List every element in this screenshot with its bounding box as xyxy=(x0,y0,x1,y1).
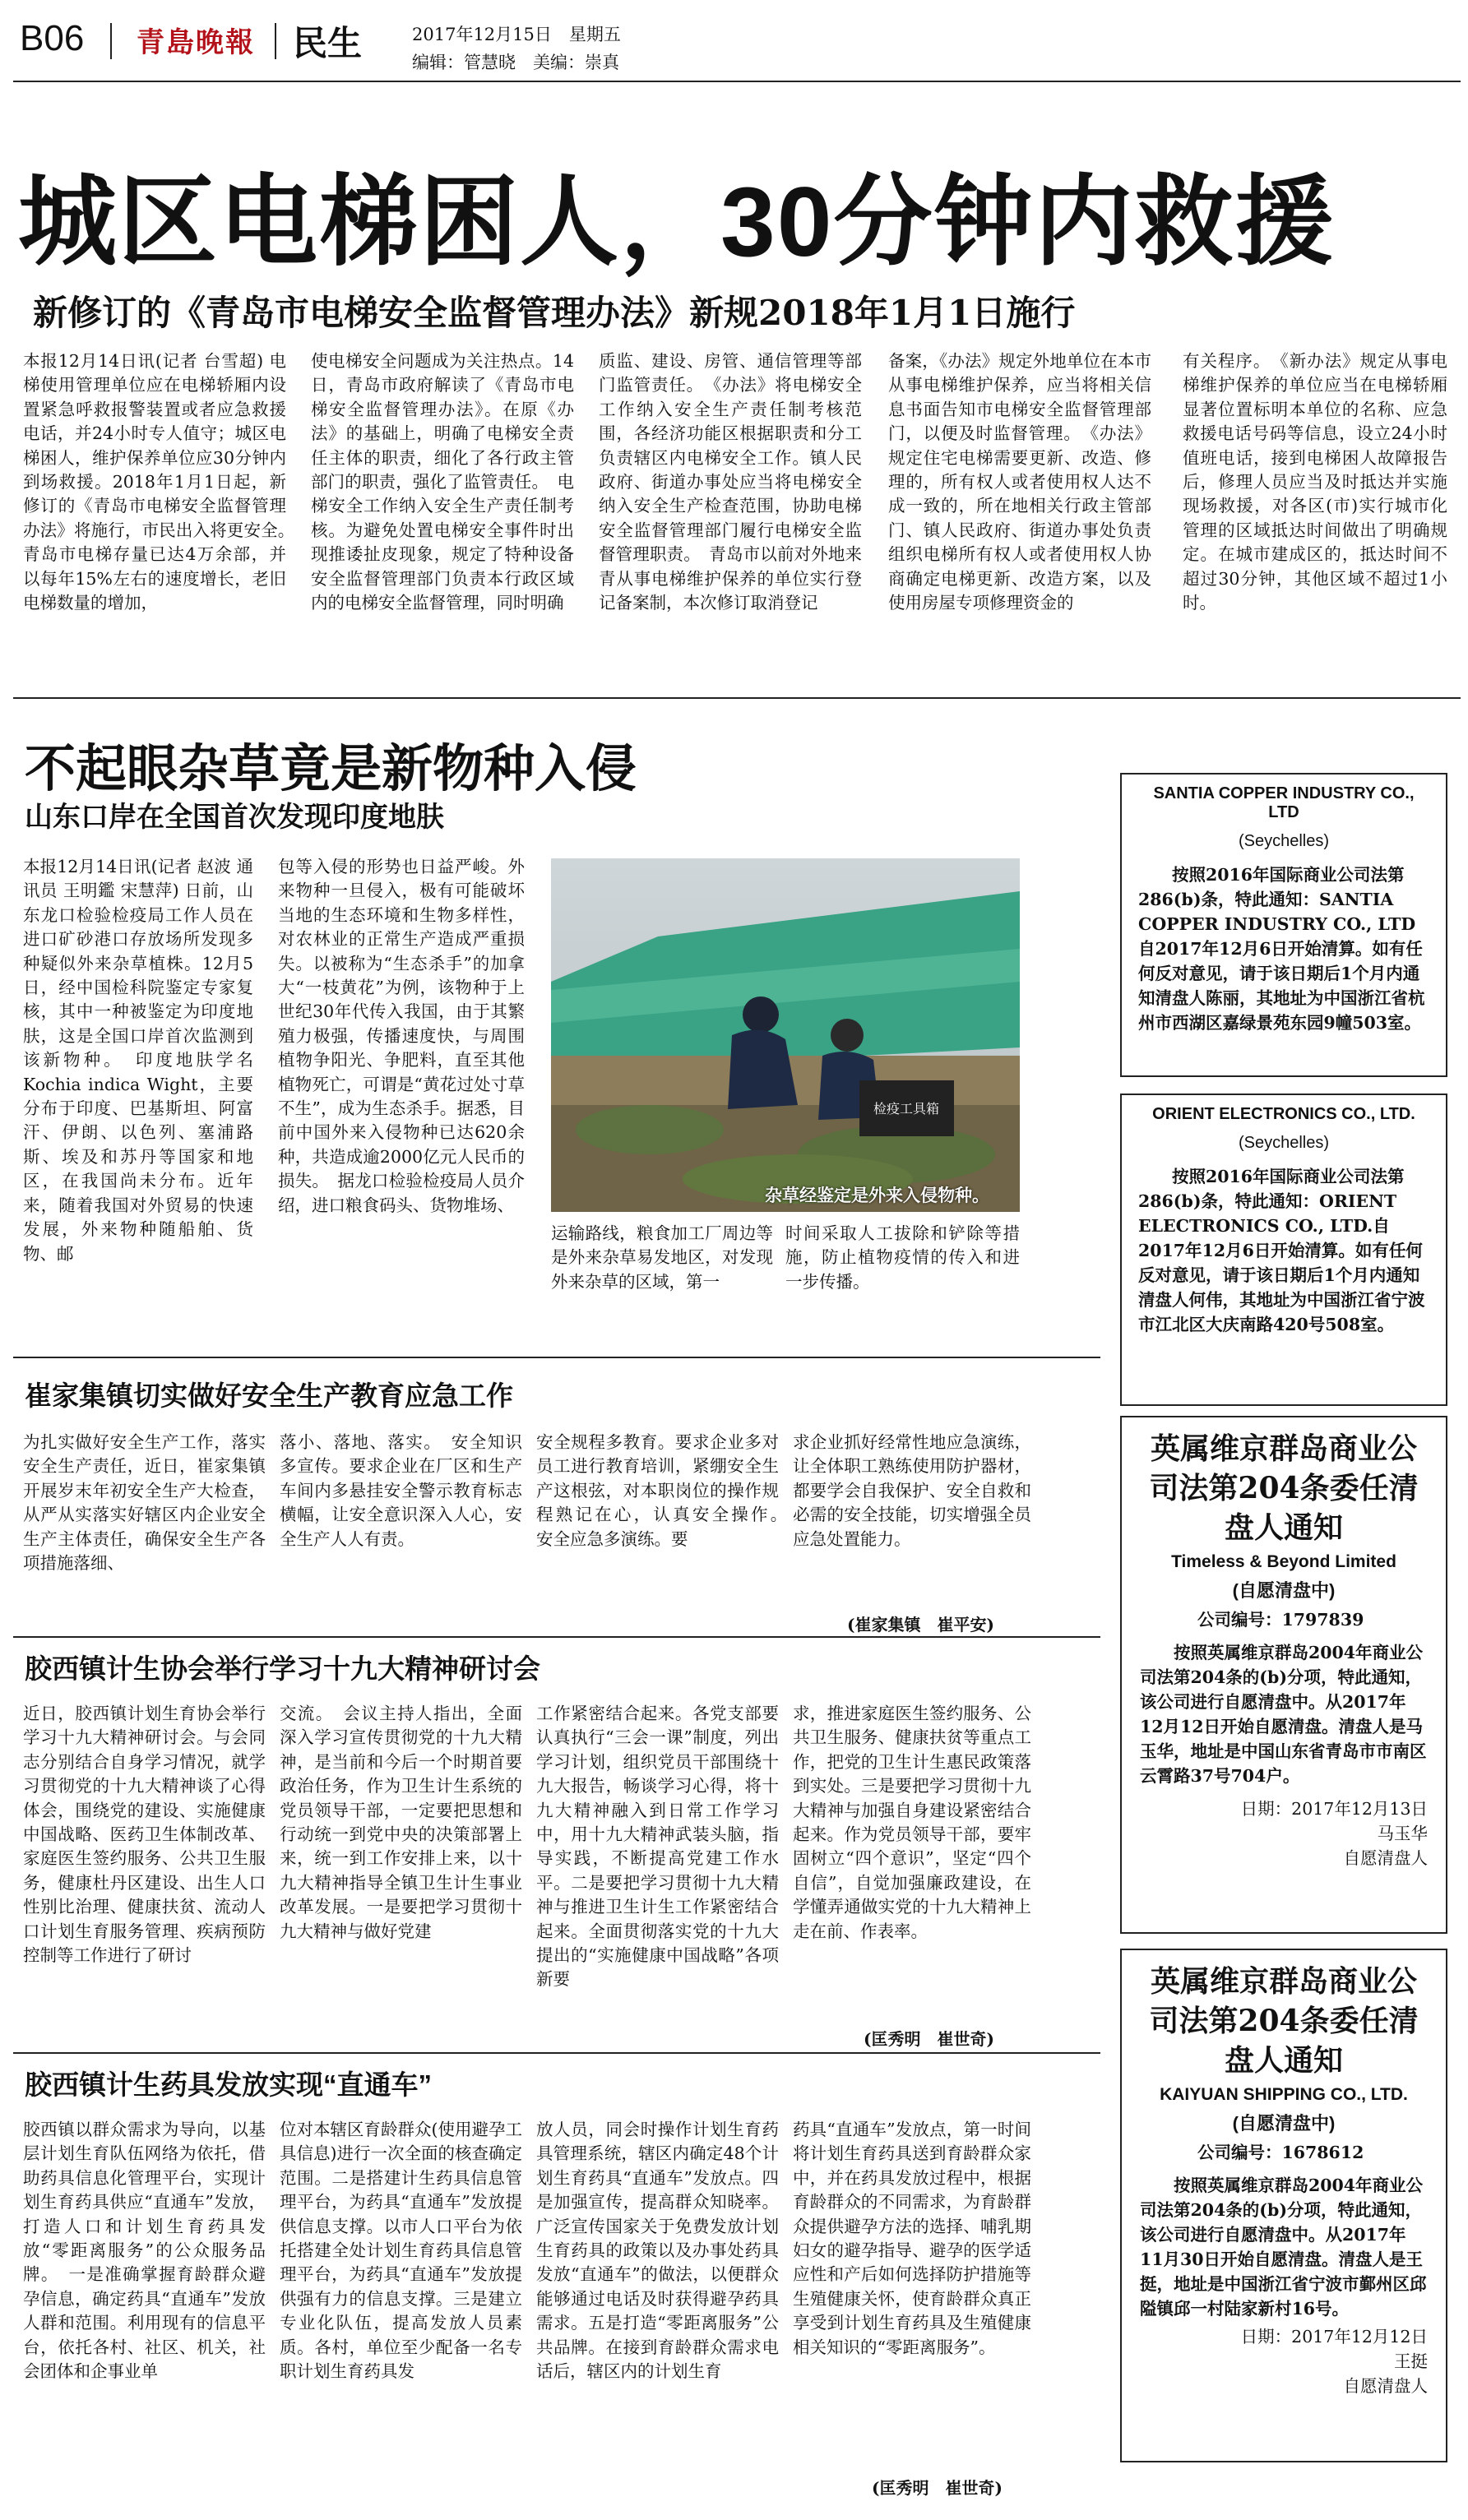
notice-mode: (自愿清盘中) xyxy=(1232,2113,1336,2134)
notice-title: ORIENT ELECTRONICS CO., LTD. xyxy=(1152,1105,1415,1123)
article2-subheadline: 山东口岸在全国首次发现印度地肤 xyxy=(25,801,444,834)
divider xyxy=(275,23,276,59)
header-rule xyxy=(13,81,1461,82)
section-rule xyxy=(13,697,1461,699)
article1-headline: 城区电梯困人，30分钟内救援 xyxy=(18,167,1336,277)
notice-mode: (自愿清盘中) xyxy=(1232,1580,1336,1601)
notice-company-no: 公司编号：1678612 xyxy=(1197,2143,1364,2162)
notice-body: 按照2016年国际商业公司法第286(b)条，特此通知：ORIENT ELECTRONICS CO., LTD.自2017年12月6日开始清算。如有任何反对意见，请于该日期后1个月内通知清盘人何伟，其地址为中国浙江省宁波市江北区大庆南路420号508室。 xyxy=(1138,1167,1425,1334)
article5-col2: 位对本辖区育龄群众(使用避孕工具信息)进行一次全面的核查确定范围。二是搭建计生药具信息管理平台，为药具“直通车”发放提供信息支撑。以市人口平台为依托搭建全处计划生育药具信息管理平台，为药具“直通车”发放提供强有力的信息支撑。三是建立专业化队伍，提高发放人员素质。各村，单位至少配备一名专职计划生育药具发 xyxy=(280,2120,522,2382)
article3-col1: 为扎实做好安全生产工作，落实安全生产责任，近日，崔家集镇开展岁末年初安全生产大检查，从严从实落实好辖区内企业安全生产主体责任，确保安全生产各项措施落细、 xyxy=(23,1432,266,1574)
notice-kaiyuan xyxy=(1120,1949,1447,2462)
article5-col1: 胶西镇以群众需求为导向，以基层计划生育队伍网络为依托，借助药具信息化管理平台，实现计划生育药具供应“直通车”发放，打造人口和计划生育药具发放“零距离服务”的公众服务品牌。 一是准确掌握育龄群众避孕信息，确定药具“直通车”发放人群和范围。利用现有的信息平台，依托各村、社区、机关，社会团体和企事业单 xyxy=(23,2120,266,2382)
weed-inspection-photo xyxy=(551,858,1020,1212)
article4-headline: 胶西镇计生协会举行学习十九大精神研讨会 xyxy=(25,1653,540,1684)
notice-date: 日期：2017年12月13日 xyxy=(1240,1799,1428,1819)
article5-col3: 放人员，同会时操作计划生育药具管理系统，辖区内确定48个计划生育药具“直通车”发放点。四是加强宣传，提高群众知晓率。广泛宣传国家关于免费发放计划生育药具的政策以及办事处药具发放“直通车”的做法，以便群众能够通过电话及时获得避孕药具需求。五是打造“零距离服务”公共品牌。在接到育龄群众需求电话后，辖区内的计划生育 xyxy=(536,2120,779,2382)
article4-byline: (匡秀明 崔世奇) xyxy=(864,2029,994,2049)
article1-col1: 本报12月14日讯(记者 台雪超) 电梯使用管理单位应在电梯轿厢内设置紧急呼救报警装置或者应急救援电话，并24小时专人值守；城区电梯困人，维护保养单位应30分钟内到场救援。2018年1月1日起，新修订的《青岛市电梯安全监督管理办法》将施行，市民出入将更安全。 青岛市电梯存量已达4万余部，并以每年15%左右的速度增长，老旧电梯数量的增加， xyxy=(23,351,303,613)
issue-date: 2017年12月15日 星期五 xyxy=(412,25,621,44)
article2-col2: 包等入侵的形势也日益严峻。外来物种一旦侵入，极有可能破坏当地的生态环境和生物多样性，对农林业的正常生产造成严重损失。以被称为“生态杀手”的加拿大“一枝黄花”为例，该物种于上世纪30年代传入我国，由于其繁殖力极强，传播速度快，与周围植物争阳光、争肥料，直至其他植物死亡，可谓是“黄花过处寸草不生”，成为生态杀手。据悉，目前中国外来入侵物种已达620余种，共造成逾2000亿元人民币的损失。 据龙口检验检疫局人员介绍，进口粮食码头、货物堆场、 xyxy=(278,857,525,1215)
newspaper-logo: 青島晚報 xyxy=(137,26,255,59)
notice-company: KAIYUAN SHIPPING CO., LTD. xyxy=(1160,2085,1408,2104)
notice-role: 自愿清盘人 xyxy=(1343,1848,1428,1868)
notice-body: 按照英属维京群岛2004年商业公司法第204条的(b)分项，特此通知，该公司进行自愿清盘中。从2017年12月12日开始自愿清盘。清盘人是马玉华，地址是中国山东省青岛市市南区云霄路37号704户。 xyxy=(1140,1643,1427,1786)
article3-headline: 崔家集镇切实做好安全生产教育应急工作 xyxy=(25,1380,513,1411)
page-header xyxy=(13,15,1461,72)
article2-col4: 时间采取人工拔除和铲除等措施，防止植物疫情的传入和进一步传播。 xyxy=(785,1223,1020,1292)
article1-col5: 有关程序。 《新办法》规定从事电梯维护保养的单位应当在电梯轿厢显著位置标明本单位的名称、应急救援电话号码等信息，设立24小时值班电话，接到电梯困人故障报告后，修理人员应当及时抵达并实施现场救援，对各区(市)实行城市化管理的区域抵达时间做出了明确规定。在城市建成区的，抵达时间不超过30分钟，其他区域不超过1小时。 xyxy=(1183,351,1447,613)
section-rule xyxy=(13,1357,1100,1358)
section-name: 民生 xyxy=(293,23,363,63)
article3-byline: (崔家集镇 崔平安) xyxy=(847,1615,994,1635)
article2-col1: 本报12月14日讯(记者 赵波 通讯员 王明鑑 宋慧萍) 日前，山东龙口检验检疫局工作人员在进口矿砂港口存放场所发现多种疑似外来杂草植株。12月5日，经中国检科院鉴定专家复核，其中一种被鉴定为印度地肤，这是全国口岸首次监测到该新物种。 印度地肤学名Kochia indica Wight，主要分布于印度、巴基斯坦、阿富汗、伊朗、以色列、塞浦路斯、埃及和苏丹等国家和地区，在我国尚未分布。近年来，随着我国对外贸易的快速发展，外来物种随船舶、货物、邮 xyxy=(23,857,253,1264)
notice-country: (Seychelles) xyxy=(1238,832,1330,850)
article5-headline: 胶西镇计生药具发放实现“直通车” xyxy=(25,2069,432,2100)
article4-col3: 工作紧密结合起来。各党支部要认真执行“三会一课”制度，列出学习计划，组织党员干部围绕十九大报告，畅谈学习心得，将十九大精神融入到日常工作学习中，用十九大精神武装头脑，指导实践，不断提高党建工作水平。二是要把学习贯彻十九大精神与推进卫生计生工作紧密结合起来。全面贯彻落实党的十九大提出的“实施健康中国战略”各项新要 xyxy=(536,1704,779,1990)
photo-caption: 杂草经鉴定是外来入侵物种。 xyxy=(765,1185,989,1205)
notice-timeless xyxy=(1120,1416,1447,1934)
notice-body: 按照2016年国际商业公司法第286(b)条，特此通知：SANTIA COPPER INDUSTRY CO., LTD自2017年12月6日开始清算。如有任何反对意见，请于该日期后1个月内通知清盘人陈丽，其地址为中国浙江省杭州市西湖区嘉绿景苑东园9幢503室。 xyxy=(1138,865,1425,1033)
notice-orient xyxy=(1120,1094,1447,1406)
notice-date: 日期：2017年12月12日 xyxy=(1240,2327,1428,2347)
notice-santia xyxy=(1120,773,1447,1077)
article1-col2: 使电梯安全问题成为关注热点。14日，青岛市政府解读了《青岛市电梯安全监督管理办法》。在原《办法》的基础上，明确了电梯安全责任主体的职责，细化了各行政主管部门的职责，强化了监管责任。 电梯安全工作纳入安全生产责任制考核。为避免处置电梯安全事件时出现推诿扯皮现象，规定了特种设备安全监督管理部门负责本行政区域内的电梯安全监督管理，同时明确 xyxy=(311,351,574,613)
article5-byline: (匡秀明 崔世奇) xyxy=(872,2478,1003,2498)
article2-headline: 不起眼杂草竟是新物种入侵 xyxy=(25,741,637,798)
notice-company: Timeless & Beyond Limited xyxy=(1171,1552,1396,1571)
section-rule xyxy=(13,2052,1100,2054)
divider xyxy=(110,23,112,59)
article2-col3: 运输路线，粮食加工厂周边等是外来杂草易发地区，对发现外来杂草的区域，第一 xyxy=(551,1223,773,1292)
notice-role: 自愿清盘人 xyxy=(1343,2376,1428,2396)
article1-col3: 质监、建设、房管、通信管理等部门监管责任。 《办法》将电梯安全工作纳入安全生产责任制考核范围，各经济功能区根据职责和分工负责辖区内电梯安全工作。镇人民政府、街道办事处应当将电梯安全纳入安全生产检查范围，协助电梯安全监督管理部门履行电梯安全监督管理职责。 青岛市以前对外地来青从事电梯维护保养的单位实行登记备案制，本次修订取消登记 xyxy=(599,351,862,613)
article1-col4: 备案，《办法》规定外地单位在本市从事电梯维护保养，应当将相关信息书面告知市电梯安全监督管理部门，以便及时监督管理。 《办法》规定住宅电梯需要更新、改造、修理的，所有权人或者使用权人达不成一致的，所在地相关行政主管部门、镇人民政府、街道办事处负责组织电梯所有权人或者使用权人协商确定电梯更新、改造方案，以及使用房屋专项修理资金的 xyxy=(888,351,1151,613)
article4-col1: 近日，胶西镇计划生育协会举行学习十九大精神研讨会。与会同志分别结合自身学习情况，就学习贯彻党的十九大精神谈了心得体会，围绕党的建设、实施健康中国战略、医药卫生体制改革、家庭医生签约服务、公共卫生服务，健康杜丹区建设、出生人口性别比治理、健康扶贫、流动人口计划生育服务管理、疾病预防控制等工作进行了研讨 xyxy=(23,1704,266,1966)
notice-title: SANTIA COPPER INDUSTRY CO., LTD xyxy=(1153,784,1415,821)
article4-col2: 交流。 会议主持人指出，全面深入学习宣传贯彻党的十九大精神，是当前和今后一个时期首要政治任务，作为卫生计生系统的党员领导干部，一定要把思想和行动统一到党中央的决策部署上来，统一到工作安排上来，以十九大精神指导全镇卫生计生事业改革发展。一是要把学习贯彻十九大精神与做好党建 xyxy=(280,1704,522,1941)
editors: 编辑：管慧晓 美编：崇真 xyxy=(412,53,619,72)
toolbox-label: 检疫工具箱 xyxy=(873,1101,940,1117)
notice-title: 英属维京群岛商业公司法第204条委任清盘人通知 xyxy=(1149,1431,1419,1545)
notice-liquidator: 马玉华 xyxy=(1377,1824,1428,1843)
article4-col4: 求，推进家庭医生签约服务、公共卫生服务、健康扶贫等重点工作，把党的卫生计生惠民政策落到实处。三是要把学习贯彻十九大精神与加强自身建设紧密结合起来。作为党员领导干部，要牢固树立“四个意识”，坚定“四个自信”，自觉加强廉政建设，在学懂弄通做实党的十九大精神上走在前、作表率。 xyxy=(793,1704,1031,1941)
notice-company-no: 公司编号：1797839 xyxy=(1197,1610,1364,1630)
notice-title: 英属维京群岛商业公司法第204条委任清盘人通知 xyxy=(1149,1964,1419,2078)
notice-country: (Seychelles) xyxy=(1238,1134,1330,1152)
section-rule xyxy=(13,1636,1100,1638)
article3-col3: 安全规程多教育。要求企业多对员工进行教育培训，紧绷安全生产这根弦，对本职岗位的操作规程熟记在心，认真安全操作。 安全应急多演练。要 xyxy=(536,1432,796,1549)
article3-col4: 求企业抓好经常性地应急演练，让全体职工熟练使用防护器材，都要学会自我保护、安全自救和必需的安全技能，切实增强全员应急处置能力。 xyxy=(793,1432,1031,1549)
article1-subheadline: 新修订的《青岛市电梯安全监督管理办法》新规2018年1月1日施行 xyxy=(33,293,1076,333)
photo-illustration xyxy=(551,858,1020,1212)
article3-col2: 落小、落地、落实。 安全知识多宣传。要求企业在厂区和生产车间内多悬挂安全警示教育标志横幅，让安全意识深入人心，安全生产人人有责。 xyxy=(280,1432,522,1549)
notice-body: 按照英属维京群岛2004年商业公司法第204条的(b)分项，特此通知，该公司进行自愿清盘中。从2017年11月30日开始自愿清盘。清盘人是王挺，地址是中国浙江省宁波市鄞州区邱隘镇邱一村陆家新村16号。 xyxy=(1140,2176,1427,2319)
notice-liquidator: 王挺 xyxy=(1394,2351,1428,2371)
page-number: B06 xyxy=(20,18,85,58)
article5-col4: 药具“直通车”发放点，第一时间将计划生育药具送到育龄群众家中，并在药具发放过程中，根据育龄群众的不同需求，为育龄群众提供避孕方法的选择、哺乳期妇女的避孕指导、避孕的医学适应性和产后如何选择防护措施等生殖健康关怀，使育龄群众真正享受到计划生育药具及生殖健康相关知识的“零距离服务”。 xyxy=(793,2120,1031,2357)
